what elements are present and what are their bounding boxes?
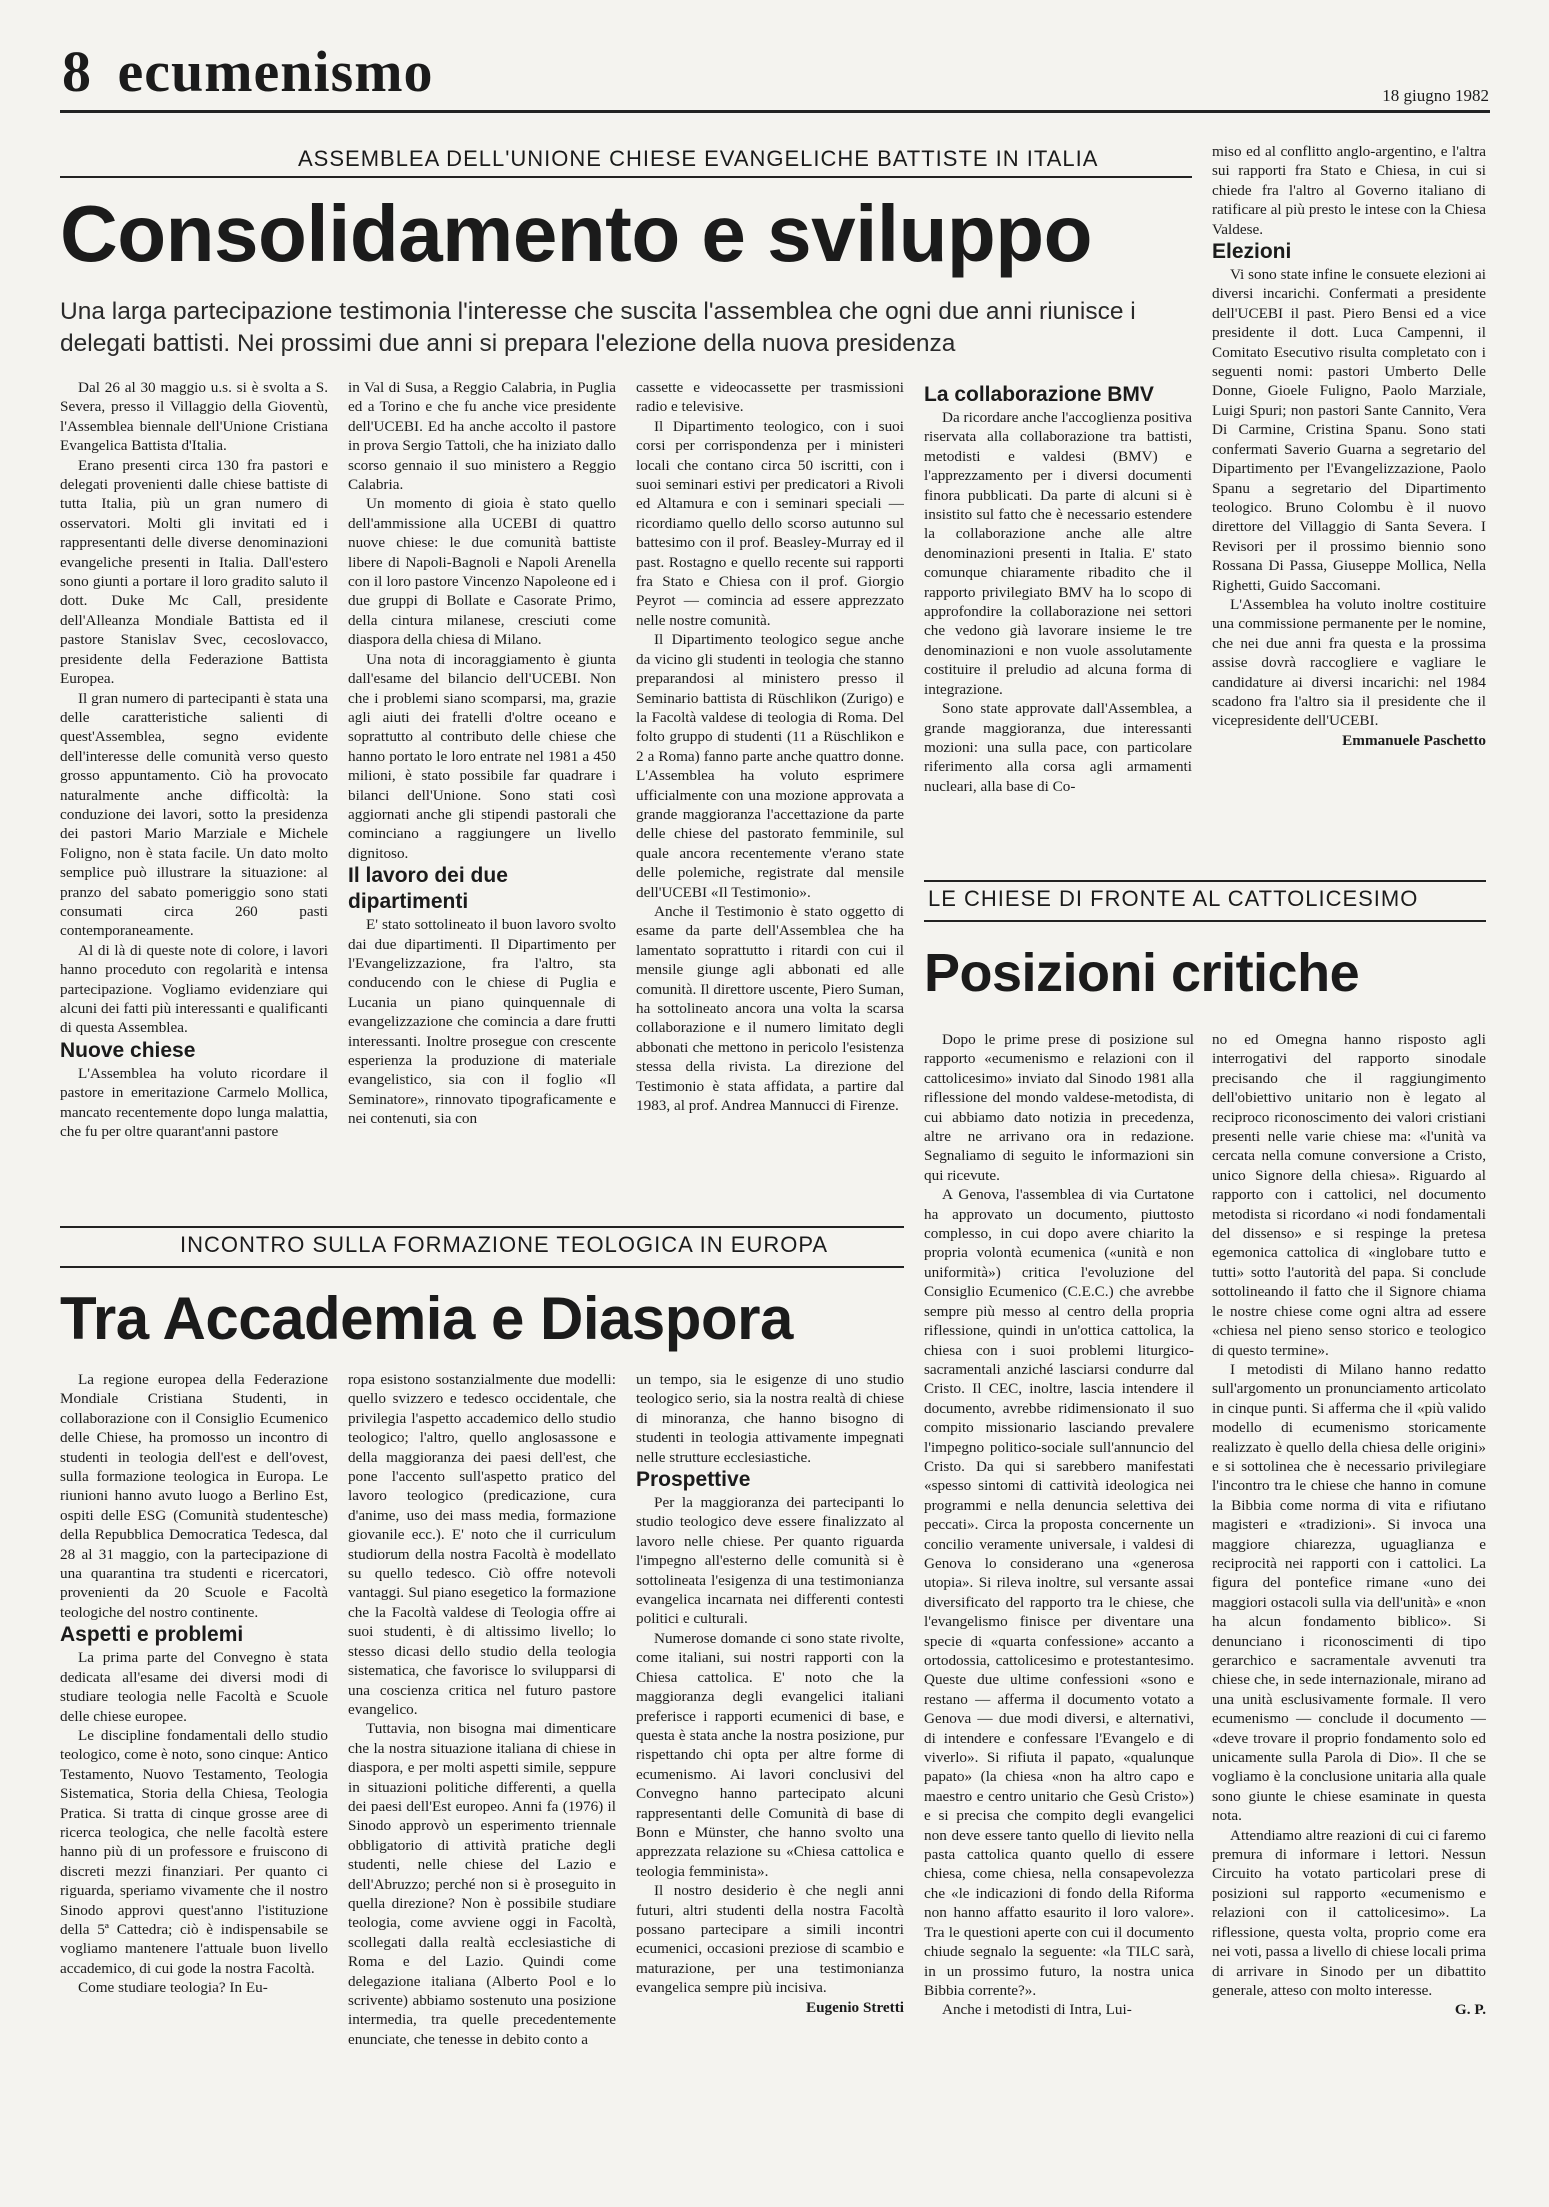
article3-column-2 xyxy=(1212,1030,1486,2165)
paragraph: Vi sono state infine le consuete elezioni ai diversi incarichi. Confermati a presidente dell'UCEBI il past. Piero Bensi ed a vice presidente il dott. Luca Campenni, il Comitato Esecutivo risulta completato con i seguenti nomi: pastori Umberto Delle Donne, Gioele Fuligno, Paolo Marziale, Luigi Spuri; non pastori Sante Cannito, Vera Di Carmine, Cristina Spanu. Sono stati confermati Saverio Guarna a segretario del Dipartimento per l'Evangelizzazione, Paolo Spanu a segretario del Dipartimento teologico. Bruno Colombu è il nuovo direttore del Villaggio di Santa Severa. I Revisori per il prossimo biennio sono Rossana Di Passa, Giuseppe Mollica, Nella Righetti, Guido Saccomani. xyxy=(1212,266,1486,594)
article1-kicker-rule xyxy=(60,176,1192,178)
paragraph: Tuttavia, non bisogna mai dimenticare che la nostra situazione italiana di chiese in diaspora, e per molti aspetti simile, seppure in situazioni politiche differenti, a quella dei paesi dell'Est europeo. Anni fa (1976) il Sinodo approvò un esperimento triennale obbligatorio di attività pratiche degli studenti, nelle chiese del Lazio e dell'Abruzzo; perché non si è proseguito in quella direzione? Non è possibile studiare teologia, come avviene oggi in Facoltà, scollegati dalla realtà ecclesiastiche di Roma e del Lazio. Quindi come delegazione italiana (Alberto Pool e lo scrivente) abbiamo sostenuto una posizione intermedia, tra quelle precedentemente enunciate, che tenesse in debito conto a xyxy=(348,1720,616,2048)
article2-kicker: INCONTRO SULLA FORMAZIONE TEOLOGICA IN EUROPA xyxy=(180,1232,829,1257)
paragraph: Numerose domande ci sono state rivolte, come italiani, sui nostri rapporti con la Chiesa cattolica. E' noto che la maggioranza degli evangelici italiani preferisce i rapporti ecumenici di base, e questa è stata anche la nostra posizione, pur rispettando chi opta per altre forme di ecumenismo. Ai lavori conclusivi del Convegno hanno partecipato alcuni rappresentanti delle Comunità di base di Bonn e Münster, che hanno svolto una apprezzata relazione su «Chiesa cattolica e teologia femminista». xyxy=(636,1629,904,1880)
page-number: 8 xyxy=(62,39,92,104)
article3-author: G. P. xyxy=(1454,2001,1486,2019)
paragraph: Per la maggioranza dei partecipanti lo studio teologico deve essere finalizzato al lavoro nelle chiese. Per quanto riguarda l'impegno all'esterno delle comunità si è sottolineata l'esigenza di una testimonianza evangelica incarnata nei differenti contesti politici e culturali. xyxy=(636,1494,904,1628)
paragraph: Sono state approvate dall'Assemblea, a grande maggioranza, due interessanti mozioni: una sulla pace, con particolare riferimento alla corsa agli armamenti nucleari, alla base di Co- xyxy=(924,700,1192,795)
article1-column-1 xyxy=(60,378,328,1228)
paragraph: Come studiare teologia? In Eu- xyxy=(78,1979,268,1997)
paragraph: Il Dipartimento teologico, con i suoi corsi per corrispondenza per i ministeri locali che contano circa 50 iscritti, con i suoi seminari estivi per predicatori a Rivoli ed Altamura e con i seminari speciali — ricordiamo quello dello scorso autunno sul battesimo con il prof. Beasley-Murray ed il past. Rostagno e quello recente sui rapporti fra Stato e Chiesa con il prof. Giorgio Peyrot — comincia ad essere apprezzato nelle nostre comunità. xyxy=(636,417,904,629)
paragraph: Al di là di queste note di colore, i lavori hanno proceduto con regolarità e intensa partecipazione. Vogliamo evidenziare qui alcuni dei fatti più interessanti e qualificanti di questa Assemblea. xyxy=(60,941,328,1037)
header-rule xyxy=(60,110,1490,113)
article2-top-rule xyxy=(60,1226,904,1228)
subheading-lavoro-dipartimenti: Il lavoro dei due dipartimenti xyxy=(348,864,508,914)
issue-date: 18 giugno 1982 xyxy=(1382,86,1489,105)
paragraph: I metodisti di Milano hanno redatto sull'argomento un pronunciamento articolato in cinque punti. Si afferma che il «più valido modello di ecumenismo storicamente realizzato è quello della chiesa delle origini» e si sottolinea che è necessario privilegiare l'incontro tra le chiese che hanno in comune la Bibbia come norma di vita e rifiutano magisteri e «tradizioni». Si invoca una maggiore chiarezza, uguaglianza e reciprocità nei rapporti con i cattolici. La figura del pontefice rimane «uno dei maggiori ostacoli sulla via dell'unità» e «non ha alcun fondamento biblico». Si denunciano i riconoscimenti di tipo gerarchico e sacramentale avvenuti tra chiese che, in sede internazionale, mirano ad una unità esclusivamente formale. Il vero ecumenismo — conclude il documento — «deve trovare il proprio fondamento solo ed unicamente sulla Parola di Dio». Il che se vogliamo è la conclusione unitaria alla quale sono giunte le chiese esaminate in questa nota. xyxy=(1212,1360,1486,1825)
paragraph: in Val di Susa, a Reggio Calabria, in Puglia ed a Torino e che fu anche vice presidente dell'UCEBI. Ed ha anche accolto il pastore in prova Sergio Tattoli, che ha iniziato dallo scorso gennaio il suo ministero a Reggio Calabria. xyxy=(348,379,616,494)
paragraph: Il gran numero di partecipanti è stata una delle caratteristiche salienti di quest'Assemblea, segno evidente dell'interesse delle comunità verso questo grosso appuntamento. Ciò ha provocato naturalmente anche difficoltà: la conduzione dei lavori, sotto la presidenza dei pastori Mario Marziale e Michele Foligno, non è stata facile. Un dato molto semplice può illustrare la situazione: al pranzo del sabato pomeriggio sono stati consumati circa 260 pasti contemporaneamente. xyxy=(60,689,328,940)
paragraph: L'Assemblea ha voluto inoltre costituire una commissione permanente per le nomine, che nei due anni fra questa e la prossima assise dovrà raccogliere e vagliare le candidature ai diversi incarichi: nel 1984 scadono fra l'altro sia il presidente che il vicepresidente dell'UCEBI. xyxy=(1212,595,1486,730)
section-name: ecumenismo xyxy=(117,39,434,104)
subheading-elezioni: Elezioni xyxy=(1212,240,1292,264)
article1-kicker: ASSEMBLEA DELL'UNIONE CHIESE EVANGELICHE BATTISTE IN ITALIA xyxy=(298,146,1099,171)
article2-column-2 xyxy=(348,1370,616,2170)
paragraph: L'Assemblea ha voluto ricordare il pastore in emeritazione Carmelo Mollica, mancato recentemente dopo lunga malattia, che fu per oltre quarant'anni pastore xyxy=(60,1064,328,1141)
article2-author: Eugenio Stretti xyxy=(805,1998,904,2016)
article1-column-5 xyxy=(1212,142,1486,864)
paragraph: no ed Omegna hanno risposto agli interrogativi del rapporto sinodale precisando che il raggiungimento dell'obiettivo unitario non è legato al reciproco riconoscimento dei valori cristiani presenti nelle varie chiese ma: «l'unità va cercata nella comune conversione a Cristo, unico Signore della chiesa». Riguardo al rapporto con i cattolici, nel documento metodista si ricordano «i nodi fondamentali del dissenso» e si respinge la pretesa egemonica cattolica di «inglobare tutto e tutti» sotto l'autorità del papa. Si conclude sottolineando il fatto che il Signore chiama le nostre chiese come ogni altra ad essere «chiesa nel pieno senso storico e teologico di questo termine». xyxy=(1212,1031,1486,1359)
article3-top-rule xyxy=(924,880,1486,882)
article2-headline: Tra Accademia e Diaspora xyxy=(60,1285,793,1352)
subheading-collaborazione-bmv: La collaborazione BMV xyxy=(924,383,1154,406)
paragraph: Anche i metodisti di Intra, Lui- xyxy=(942,2001,1132,2019)
subheading-aspetti-problemi: Aspetti e problemi xyxy=(60,1623,244,1647)
paragraph: un tempo, sia le esigenze di uno studio teologico serio, sia la nostra realtà di chiese di minoranza, che hanno bisogno di studenti in teologia attivamente impegnati nelle strutture ecclesiastiche. xyxy=(636,1371,904,1466)
paragraph: Attendiamo altre reazioni di cui ci faremo premura di informare i lettori. Nessun Circuito ha votato particolari prese di posizioni sul rapporto «ecumenismo e relazioni con il cattolicesimo». La riflessione, questa volta, proprio come era nei voti, passa a livello di chiese locali prima di arrivare in Sinodo per un dibattito generale, atteso con molto interesse. xyxy=(1212,1826,1486,1999)
paragraph: Il Dipartimento teologico segue anche da vicino gli studenti in teologia che stanno preparandosi al ministero presso il Seminario battista di Rüschlikon (Zurigo) e la Facoltà valdese di teologia di Roma. Del folto gruppo di studenti (11 a Rüschlikon e 2 a Roma) fanno parte anche quattro donne. L'Assemblea ha voluto esprimere ufficialmente con una mozione approvata a grande maggioranza l'accettazione da parte delle chiese del pastorato femminile, sul quale ancora recentemente v'erano state delle polemiche, registrate dal mensile dell'UCEBI «Il Testimonio». xyxy=(636,631,904,901)
article1-column-2 xyxy=(348,378,616,1228)
paragraph: E' stato sottolineato il buon lavoro svolto dai due dipartimenti. Il Dipartimento per l'Evangelizzazione, fra l'altro, sta conducendo con le chiese di Puglia e Lucania un piano quinquennale di evangelizzazione che comincia a dare frutti interessanti. Inoltre prosegue con crescente esperienza la produzione di materiale evangelistico, sia con il foglio «Il Seminatore», rinnovato tipograficamente e nei contenuti, sia con xyxy=(348,916,616,1128)
paragraph: Dal 26 al 30 maggio u.s. si è svolta a S. Severa, presso il Villaggio della Gioventù, l'Assemblea biennale dell'Unione Cristiana Evangelica Battista d'Italia. xyxy=(60,379,328,455)
article3-column-1 xyxy=(924,1030,1194,2165)
article1-column-3 xyxy=(636,378,904,1228)
paragraph: Erano presenti circa 130 fra pastori e delegati provenienti dalle chiese battiste di tutta Italia, più un gran numero di osservatori. Molti gli invitati ed i rappresentanti delle diverse denominazioni evangeliche presenti in Italia. Dall'estero sono giunti a portare il loro gradito saluto il dott. Duke Mc Call, presidente dell'Alleanza Mondiale Battista ed il pastore Stanislav Svec, cecoslovacco, presidente della Federazione Battista Europea. xyxy=(60,456,328,688)
subheading-prospettive: Prospettive xyxy=(636,1468,751,1492)
subheading-nuove-chiese: Nuove chiese xyxy=(60,1038,196,1062)
paragraph: La prima parte del Convegno è stata dedicata all'esame dei diversi modi di studiare teologia nelle Facoltà e Scuole delle chiese europee. xyxy=(60,1649,328,1725)
article1-author: Emmanuele Paschetto xyxy=(1342,731,1486,749)
page-header xyxy=(62,39,434,104)
article2-kicker-rule xyxy=(60,1266,904,1268)
paragraph: Un momento di gioia è stato quello dell'ammissione alla UCEBI di quattro nuove chiese: le due comunità battiste libere di Napoli-Bagnoli e Napoli Arenella con il loro pastore Vincenzo Napoleone ed i due gruppi di Bollate e Casorate Primo, della cintura milanese, cresciuti come diaspora della chiesa di Milano. xyxy=(348,495,616,649)
article3-headline: Posizioni critiche xyxy=(924,943,1360,1003)
paragraph: La regione europea della Federazione Mondiale Cristiana Studenti, in collaborazione con il Consiglio Ecumenico delle Chiese, ha promosso un incontro di studenti in teologia dell'est e dell'ovest, sulla formazione teologica in Europa. Le riunioni hanno avuto luogo a Berlino Est, ospiti delle ESG (Comunità studentesche) della Repubblica Democratica Tedesca, dal 28 al 31 maggio, con la partecipazione di una quarantina tra studenti e ricercatori, provenienti da 20 Scuole e Facoltà teologiche del nostro continente. xyxy=(60,1371,328,1621)
article3-kicker: LE CHIESE DI FRONTE AL CATTOLICESIMO xyxy=(928,886,1419,911)
article1-standfirst: Una larga partecipazione testimonia l'interesse che suscita l'assemblea che ogni due anni riunisce i delegati battisti. Nei prossimi due anni si prepara l'elezione della nuova presidenza xyxy=(60,298,1136,357)
paragraph: Una nota di incoraggiamento è giunta dall'esame del bilancio dell'UCEBI. Non che i problemi siano scomparsi, ma, grazie agli aiuti dei fratelli d'oltre oceano e soprattutto al contributo delle chiese che hanno portato le loro entrate nel 1981 a 450 milioni, è stato possibile far quadrare i bilanci dell'Unione. Sono stati così aggiornati anche gli stipendi pastorali che cominciano a raggiungere un livello dignitoso. xyxy=(348,650,616,862)
paragraph: Il nostro desiderio è che negli anni futuri, altri studenti della nostra Facoltà possano partecipare a simili incontri ecumenici, occasioni preziose di scambio e maturazione, per una testimonianza evangelica sempre più incisiva. xyxy=(636,1882,904,1997)
article2-column-3 xyxy=(636,1370,904,2170)
article3-kicker-rule xyxy=(924,920,1486,922)
paragraph: cassette e videocassette per trasmissioni radio e televisive. xyxy=(636,379,904,416)
paragraph: A Genova, l'assemblea di via Curtatone ha approvato un documento, piuttosto complesso, in cui dopo avere chiarito la propria volontà ecumenica («unità e non uniformità») critica l'evoluzione del Consiglio Ecumenico (C.E.C.) che avrebbe sempre più messo al centro della propria riflessione, quindi in un'ottica cattolica, la chiesa con i suoi problemi liturgico-sacramentali anziché lasciarsi condurre dal Cristo. Il CEC, inoltre, lascia intendere il documento, avrebbe ridimensionato il suo compito missionario lasciando prevalere l'impegno politico-sociale sull'annuncio del Cristo. Da qui si sarebbero manifestati «spesso sintomi di cattività ideologica nei programmi e nella denuncia selettiva dei peccati». Circa la proposta concernente un concilio veramente universale, i valdesi di Genova lo considerano una «generosa utopia». Si rileva inoltre, sul versante assai diversificato del rapporto tra le chiese, che l'evangelismo finisce per diventare una specie di «quarta confessione» accanto a ortodossia, cattolicesimo e protestantesimo. Queste due ultime confessioni «sono e restano — afferma il documento votato a Genova — due modi diversi, e alternativi, di intendere e confessare l'Evangelo e di viverlo». Si rifiuta il papato, «qualunque papato» (la chiesa «non ha altro capo e maestro e centro unitario che Gesù Cristo») e si precisa che compito degli evangelici non deve essere tanto quello di lievito nella pasta cattolica quanto quello di essere chiesa, come chiesa, nella consapevolezza che «le indicazioni di fondo della Riforma non hanno affatto esaurito il loro valore». Tra le questioni aperte con cui il documento chiude segnalo la seguente: «la TILC sarà, in un prossimo futuro, la nostra unica Bibbia corrente?». xyxy=(924,1186,1194,1999)
article1-column-4 xyxy=(924,378,1192,868)
paragraph: Anche il Testimonio è stato oggetto di esame da parte dell'Assemblea che ha lamentato soprattutto i ritardi con cui il mensile giunge agli abbonati ed alle comunità. Il direttore uscente, Piero Suman, ha sottolineato ancora una volta la scarsa collaborazione e il numero limitato degli abbonati che mettono in pericolo l'esistenza stessa della rivista. La direzione del Testimonio è stata affidata, a partire dal 1983, al prof. Andrea Mannucci di Firenze. xyxy=(636,902,904,1115)
paragraph: Le discipline fondamentali dello studio teologico, come è noto, sono cinque: Antico Testamento, Nuovo Testamento, Teologia Sistematica, Storia della Chiesa, Teologia Pratica. Si tratta di cinque grosse aree di ricerca teologica, che nelle facoltà estere hanno più di un professore e fruiscono di discreti mezzi finanziari. Per quanto ci riguarda, speriamo vivamente che il nostro Sinodo approvi quest'anno l'istituzione della 5ª Cattedra; ciò è indispensabile se vogliamo mantenere l'attuale buon livello accademico, di cui gode la nostra Facoltà. xyxy=(60,1726,328,1977)
article2-column-1 xyxy=(60,1370,328,2170)
paragraph: Da ricordare anche l'accoglienza positiva riservata alla collaborazione tra battisti, metodisti e valdesi (BMV) e l'apprezzamento per i diversi documenti finora pubblicati. Da parte di alcuni si è insistito sul fatto che è necessario estendere la collaborazione anche alle altre denominazioni presenti in Italia. E' stato comunque chiaramente ribadito che il rapporto privilegiato BMV ha lo scopo di approfondire la collaborazione nei settori che vedono già lavorare insieme le tre denominazioni e non vuole assolutamente costituire il preludio ad alcuna forma di integrazione. xyxy=(924,409,1192,698)
paragraph: Dopo le prime prese di posizione sul rapporto «ecumenismo e relazioni con il cattolicesimo» inviato dal Sinodo 1981 alla riflessione del mondo valdese-metodista, di cui abbiamo dato notizia in precedenza, altre ne arrivano ora in redazione. Segnaliamo di seguito le informazioni sin qui ricevute. xyxy=(924,1031,1194,1184)
article1-headline: Consolidamento e sviluppo xyxy=(60,189,1093,278)
paragraph: miso ed al conflitto anglo-argentino, e l'altra sui rapporti fra Stato e Chiesa, in cui si chiede fra l'altro al Governo italiano di ratificare al più presto le intese con la Chiesa Valdese. xyxy=(1212,143,1486,238)
paragraph: ropa esistono sostanzialmente due modelli: quello svizzero e tedesco occidentale, che privilegia l'aspetto accademico dello studio teologico; l'altro, quello anglosassone e della maggioranza dei paesi dell'est, che pone l'accento sull'aspetto pratico del lavoro teologico (predicazione, cura d'anime, uso dei mass media, formazione giovanile ecc.). E' noto che il curriculum studiorum della nostra Facoltà è modellato su quello tedesco. Ciò offre notevoli vantaggi. Sul piano esegetico la formazione che la Facoltà valdese di Teologia offre ai suoi studenti, è di altissimo livello; lo stesso dicasi dello studio della teologia sistematica, che favorisce lo svilupparsi di una coscienza critica nel futuro pastore evangelico. xyxy=(348,1371,616,1718)
